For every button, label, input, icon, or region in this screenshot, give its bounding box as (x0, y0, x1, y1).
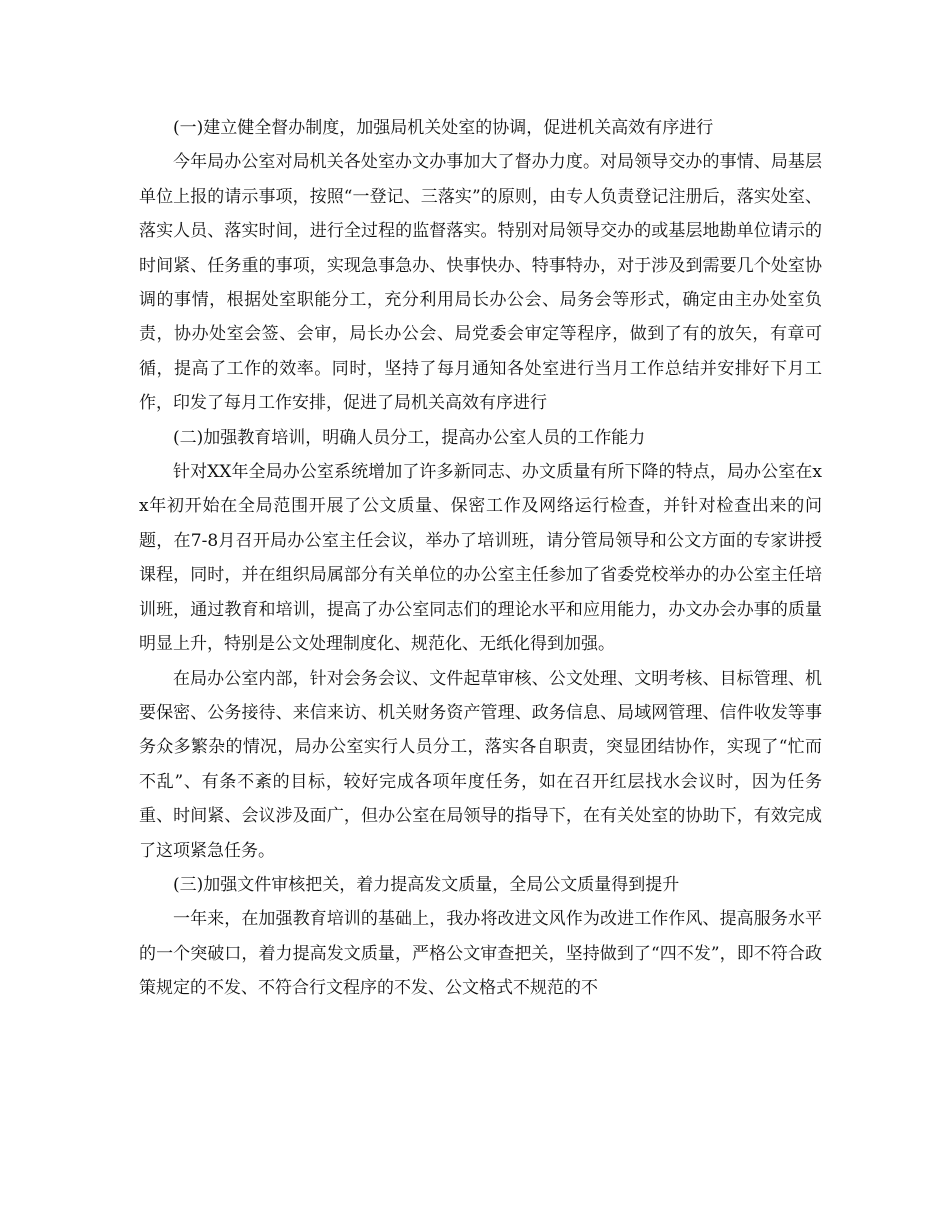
body-paragraph: 一年来，在加强教育培训的基础上，我办将改进文风作为改进工作作风、提高服务水平的一个突破口，着力提高发文质量，严格公文审查把关，坚持做到了“四不发”，即不符合政策规定的不发、不符合行文程序的不发、公文格式不规范的不 (139, 909, 822, 999)
body-paragraph: 针对XX年全局办公室系统增加了许多新同志、办文质量有所下降的特点，局办公室在xx年初开始在全局范围开展了公文质量、保密工作及网络运行检查，并针对检查出来的问题，在7-8月召开局办公室主任会议，举办了培训班，请分管局领导和公文方面的专家讲授课程，同时，并在组织局属部分有关单位的办公室主任参加了省委党校举办的办公室主任培训班，通过教育和培训，提高了办公室同志们的理论水平和应用能力，办文办会办事的质量明显上升，特别是公文处理制度化、规范化、无纸化得到加强。 (139, 462, 822, 655)
body-paragraph: 在局办公室内部，针对会务会议、文件起草审核、公文处理、文明考核、目标管理、机要保密、公务接待、来信来访、机关财务资产管理、政务信息、局域网管理、信件收发等事务众多繁杂的情况，局办公室实行人员分工，落实各自职责，突显团结协作，实现了“忙而不乱”、有条不紊的目标，较好完成各项年度任务，如在召开红层找水会议时，因为任务重、时间紧、会议涉及面广，但办公室在局领导的指导下，在有关处室的协助下，有效完成了这项紧急任务。 (139, 668, 822, 861)
body-paragraph: 今年局办公室对局机关各处室办文办事加大了督办力度。对局领导交办的事情、局基层单位上报的请示事项，按照“一登记、三落实”的原则，由专人负责登记注册后，落实处室、落实人员、落实时间，进行全过程的监督落实。特别对局领导交办的或基层地勘单位请示的时间紧、任务重的事项，实现急事急办、快事快办、特事特办，对于涉及到需要几个处室协调的事情，根据处室职能分工，充分利用局长办公会、局务会等形式，确定由主办处室负责，协办处室会签、会审，局长办公会、局党委会审定等程序，做到了有的放矢，有章可循，提高了工作的效率。同时，坚持了每月通知各处室进行当月工作总结并安排好下月工作，印发了每月工作安排，促进了局机关高效有序进行 (139, 152, 822, 414)
section-heading-3: (三)加强文件审核把关，着力提高发文质量，全局公文质量得到提升 (173, 874, 680, 895)
section-heading-1: (一)建立健全督办制度，加强局机关处室的协调，促进机关高效有序进行 (173, 118, 714, 138)
document-page (139, 111, 822, 1006)
section-heading-2: (二)加强教育培训，明确人员分工，提高办公室人员的工作能力 (173, 427, 646, 448)
